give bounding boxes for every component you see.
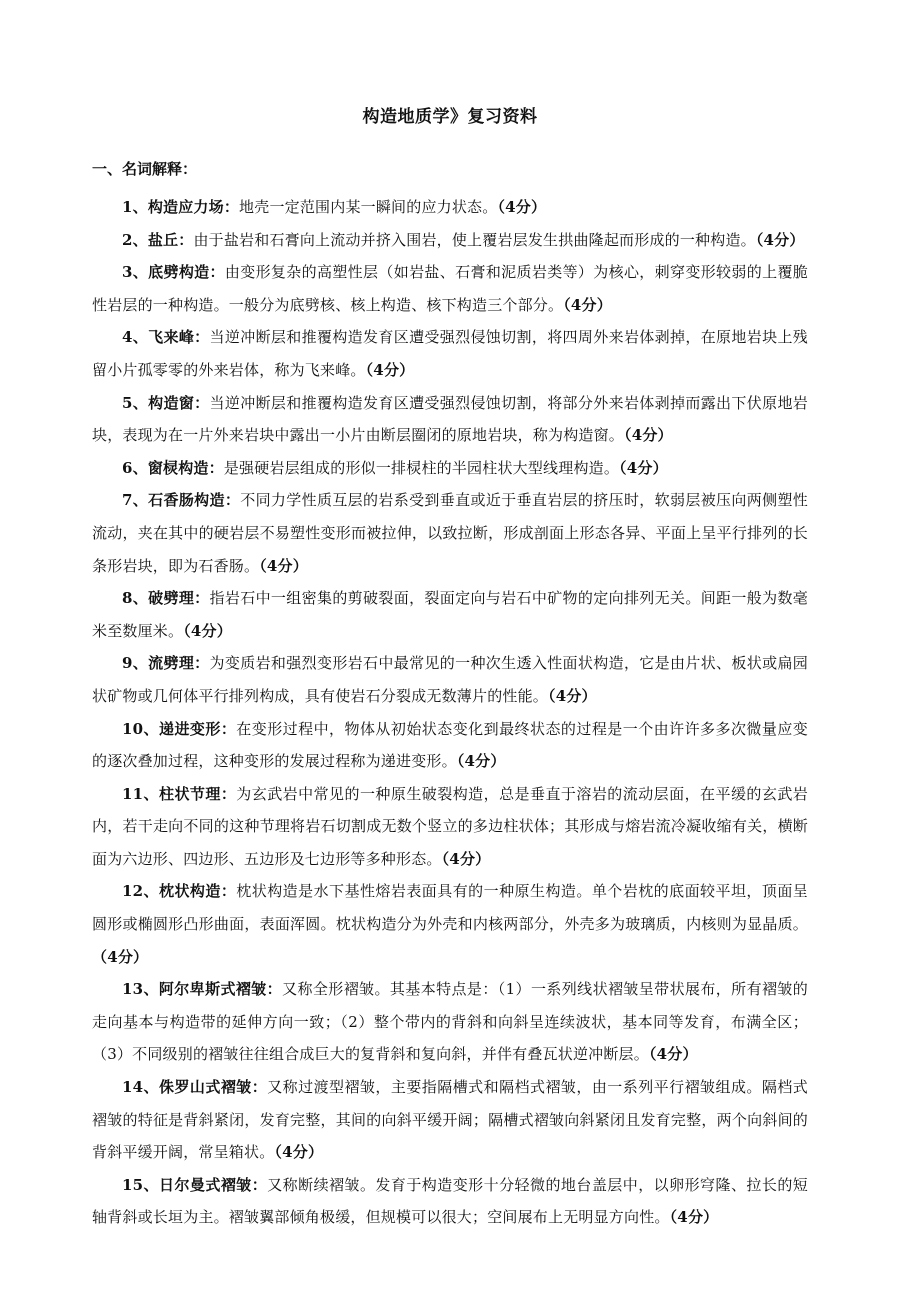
entry-term: 14、侏罗山式褶皱：: [122, 1078, 268, 1097]
definition-entry: [92, 1169, 808, 1234]
definition-entry: [92, 647, 808, 712]
entry-score: （4分）: [183, 621, 232, 640]
entry-term: 6、窗棂构造：: [122, 458, 224, 477]
definition-entry: [92, 713, 808, 778]
definition-entry: [92, 321, 808, 386]
entry-score: （4分）: [563, 295, 612, 314]
entry-term: 13、阿尔卑斯式褶皱：: [122, 980, 283, 999]
entry-score: （4分）: [669, 1208, 719, 1227]
entry-text: 为变质岩和强烈变形岩石中最常见的一种次生透入性面状构造，它是由片状、板状或扁园状矿物或几何体平行排列构成，具有使岩石分裂成无数薄片的性能。: [92, 654, 808, 705]
entry-score: （4分）: [755, 230, 805, 249]
definition-entry: [92, 778, 808, 876]
entry-text: 地壳一定范围内某一瞬间的应力状态。: [239, 198, 498, 216]
entry-term: 7、石香肠构造：: [122, 491, 241, 510]
definition-entry: [92, 224, 808, 257]
entry-score: （4分）: [497, 198, 547, 216]
entry-text: 在变形过程中，物体从初始状态变化到最终状态的过程是一个由许许多多次微量应变的逐次叠加过程，这种变形的发展过程称为递进变形。: [92, 719, 809, 771]
entry-score: （4分）: [624, 426, 673, 445]
entry-term: 1、构造应力场：: [122, 198, 240, 216]
entry-term: 8、破劈理：: [122, 589, 210, 608]
definition-entry: [92, 973, 808, 1071]
definition-entry: [92, 1071, 808, 1169]
entry-term: 15、日尔曼式褶皱：: [122, 1175, 268, 1194]
document-title: 构造地质学》复习资料: [362, 107, 538, 127]
entry-text: 又称全形褶皱。其基本特点是：（1）一系列线状褶皱呈带状展布，所有褶皱的走向基本与构造带的延伸方向一致；（2）整个带内的背斜和向斜呈连续波状，基本同等发育，布满全区；（3）不同级别的褶皱往往组合成巨大的复背斜和复向斜，并伴有叠瓦状逆冲断层。: [92, 980, 808, 1064]
section-heading: 一、名词解释：: [92, 160, 198, 178]
entry-term: 10、递进变形：: [122, 719, 237, 738]
definition-entry: [92, 191, 808, 224]
entry-text: 是强硬岩层组成的形似一排棂柱的半园柱状大型线理构造。: [223, 458, 620, 477]
entry-score: （4分）: [619, 458, 668, 477]
entry-text: 又称断续褶皱。发育于构造变形十分轻微的地台盖层中，以卵形穹隆、拉长的短轴背斜或长垣为主。褶皱翼部倾角极缓，但规模可以很大；空间展布上无明显方向性。: [92, 1175, 808, 1227]
entry-score: （4分）: [648, 1045, 698, 1064]
entry-term: 5、构造窗：: [122, 393, 210, 412]
definition-entry: [92, 875, 808, 973]
entry-score: （4分）: [259, 556, 308, 575]
entry-term: 2、盐丘：: [122, 230, 194, 249]
entry-text: 由变形复杂的高塑性层（如岩盐、石膏和泥质岩类等）为核心，刺穿变形较弱的上覆脆性岩层的一种构造。一般分为底劈核、核上构造、核下构造三个部分。: [92, 263, 808, 314]
entry-term: 4、飞来峰：: [122, 328, 210, 347]
entry-text: 不同力学性质互层的岩系受到垂直或近于垂直岩层的挤压时，软弱层被压向两侧塑性流动，夹在其中的硬岩层不易塑性变形而被拉伸，以致拉断，形成剖面上形态各异、平面上呈平行排列的长条形岩块，即为石香肠。: [92, 491, 808, 575]
entry-score: （4分）: [456, 752, 506, 771]
entry-score: （4分）: [548, 686, 597, 705]
entry-term: 9、流劈理：: [122, 654, 210, 673]
entry-text: 为玄武岩中常见的一种原生破裂构造，总是垂直于溶岩的流动层面，在平缓的玄武岩内，若干走向不同的这种节理将岩石切割成无数个竖立的多边柱状体；其形成与熔岩流冷凝收缩有关，横断面为六边形、四边形、五边形及七边形等多种形态。: [92, 784, 809, 868]
definition-entry: [92, 256, 808, 321]
entry-score: （4分）: [365, 360, 415, 379]
definition-entry: [92, 452, 808, 485]
entry-text: 当逆冲断层和推覆构造发育区遭受强烈侵蚀切割，将部分外来岩体剥掉而露出下伏原地岩块，表现为在一片外来岩块中露出一小片由断层圈闭的原地岩块，称为构造窗。: [92, 393, 808, 445]
entry-score: （4分）: [441, 849, 491, 868]
entry-score: （4分）: [92, 947, 149, 966]
entry-term: 3、底劈构造：: [122, 263, 225, 282]
entry-text: 指岩石中一组密集的剪破裂面，裂面定向与岩石中矿物的定向排列无关。间距一般为数毫米至数厘米。: [92, 589, 808, 640]
entry-text: 又称过渡型褶皱，主要指隔槽式和隔档式褶皱，由一系列平行褶皱组成。隔档式褶皱的特征是背斜紧闭，发育完整，其间的向斜平缓开阔；隔槽式褶皱向斜紧闭且发育完整，两个向斜间的背斜平缓开阔，常呈箱状。: [92, 1078, 808, 1162]
entry-text: 由于盐岩和石膏向上流动并挤入围岩，使上覆岩层发生拱曲隆起而形成的一种构造。: [193, 230, 756, 249]
entry-term: 11、柱状节理：: [122, 784, 237, 803]
entry-term: 12、枕状构造：: [122, 882, 237, 901]
definition-entry: [92, 582, 808, 647]
definition-entry: [92, 387, 808, 452]
entry-text: 当逆冲断层和推覆构造发育区遭受强烈侵蚀切割，将四周外来岩体剥掉，在原地岩块上残留小片孤零零的外来岩体，称为飞来峰。: [92, 328, 808, 379]
definition-entry: [92, 484, 808, 582]
entry-score: （4分）: [274, 1143, 324, 1162]
entry-text: 枕状构造是水下基性熔岩表面具有的一种原生构造。单个岩枕的底面较平坦，顶面呈圆形或椭圆形凸形曲面，表面浑圆。枕状构造分为外壳和内核两部分，外壳多为玻璃质，内核则为显晶质。: [92, 882, 809, 934]
